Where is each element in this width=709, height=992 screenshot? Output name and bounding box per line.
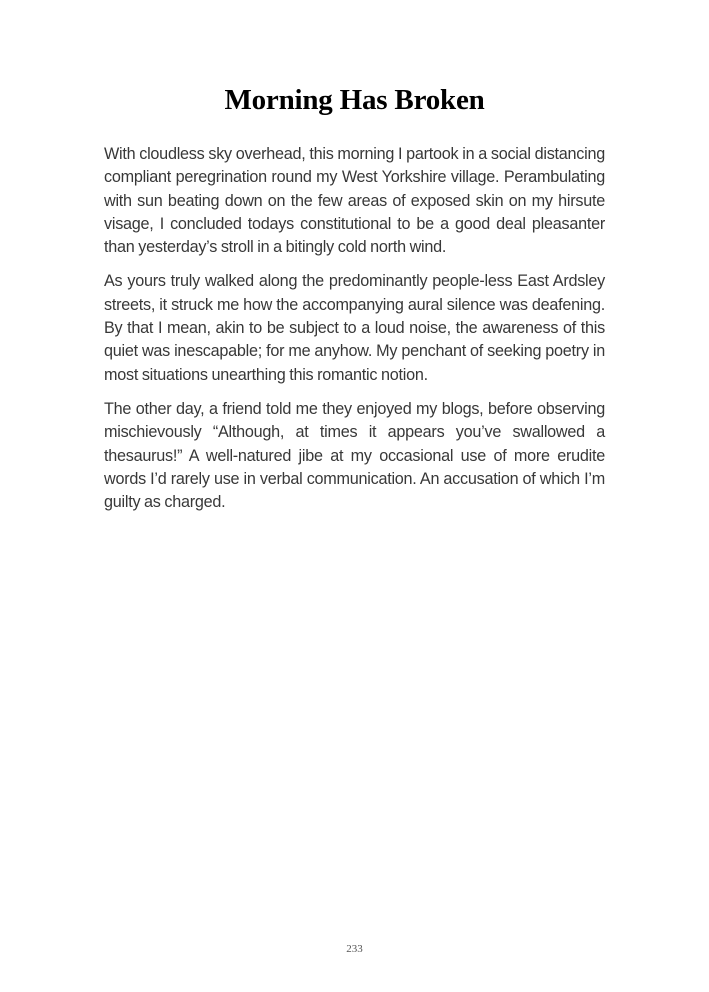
paragraph: The other day, a friend told me they enjoyed my blogs, before observing mischievously “Although, at times it appears you’ve swallowed a thesaurus!” A well-natured jibe at my occasional use of more erudite words I’d rarely use in verbal communication. An accusation of which I’m guilty as charged. (104, 399, 605, 512)
paragraph: With cloudless sky overhead, this morning I partook in a social distancing compliant peregrination round my West Yorkshire village. Perambulating with sun beating down on the few areas of exposed skin on my hirsute visage, I concluded todays constitutional to be a good deal pleasanter than yesterday’s stroll in a bitingly cold north wind. (104, 145, 605, 257)
page-number: 233 (346, 943, 363, 955)
page-title: Morning Has Broken (224, 84, 485, 116)
paragraph: As yours truly walked along the predominantly people-less East Ardsley streets, it struck me how the accompanying aural silence was deafening. By that I mean, akin to be subject to a loud noise, the awareness of this quiet was inescapable; for me anyhow. My penchant of seeking poetry in most situations unearthing this romantic notion. (104, 272, 605, 384)
body-text (104, 143, 605, 525)
